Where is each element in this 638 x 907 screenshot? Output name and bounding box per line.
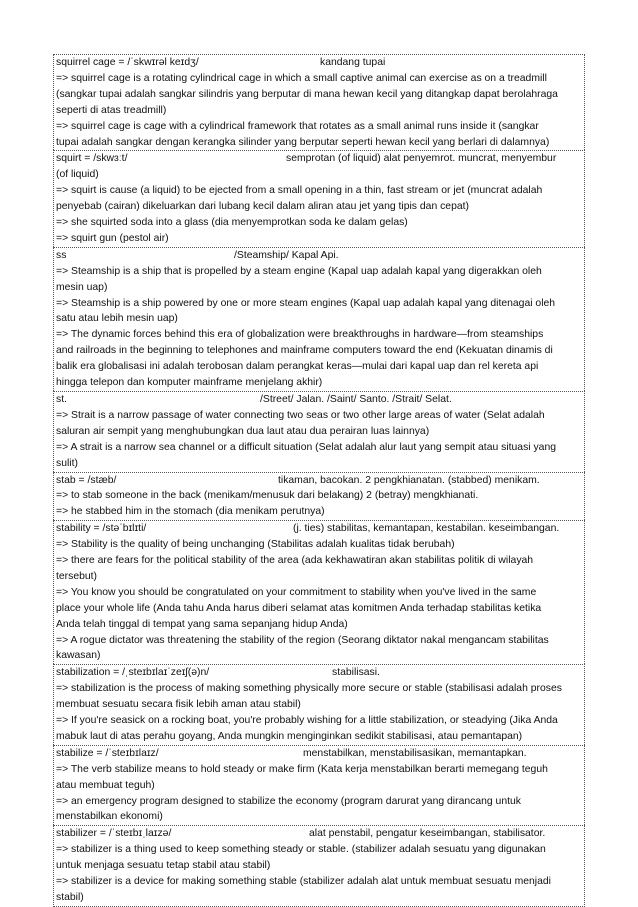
dictionary-entry: [53, 54, 585, 150]
entry-text-line: (sangkar tupai adalah sangkar silindris yang berputar di mana hewan kecil yang ditangkap dapat berolahraga: [56, 88, 558, 100]
dictionary-entry: [53, 520, 585, 664]
entry-definition: alat penstabil, pengatur keseimbangan, stabilisator.: [309, 828, 546, 840]
entry-text-line: => squirrel cage is cage with a cylindrical framework that rotates as a small animal runs inside it (sangkar: [56, 120, 539, 132]
entry-text-line: mesin uap): [56, 281, 108, 293]
entry-term: squirt = /skwɜːt/: [56, 153, 128, 165]
entry-text-line: Anda telah tinggal di tempat yang sama sepanjang hidup Anda): [56, 618, 348, 630]
entry-term: stabilizer = /ˈsteɪbɪˌlaɪzə/: [56, 828, 172, 840]
entry-text-line: stabil): [56, 891, 84, 903]
entry-definition: tikaman, bacokan. 2 pengkhianatan. (stabbed) menikam.: [278, 474, 540, 486]
dictionary-entry: [53, 664, 585, 745]
entry-headline: [56, 55, 582, 71]
entry-headline: [56, 826, 582, 842]
dictionary-entry: [53, 391, 585, 472]
entry-text-line: seperti di atas treadmill): [56, 104, 167, 116]
entry-text-line: => Stability is the quality of being unchanging (Stabilitas adalah kualitas tidak berubah): [56, 539, 455, 551]
entry-definition: semprotan (of liquid) alat penyemrot. muncrat, menyembur: [286, 153, 557, 165]
entry-text-line: saluran air sempit yang menghubungkan dua laut atau dua perairan luas lainnya): [56, 425, 430, 437]
entry-text-line: => A strait is a narrow sea channel or a difficult situation (Selat adalah alur laut yang sempit atau situasi yang: [56, 441, 557, 453]
entry-definition: menstabilkan, menstabilisasikan, memantapkan.: [303, 747, 527, 759]
entry-text-line: => squirt gun (pestol air): [56, 232, 169, 244]
entry-term: ss: [56, 249, 67, 261]
entry-text-line: untuk menjaga sesuatu tetap stabil atau stabil): [56, 860, 271, 872]
entry-definition: /Street/ Jalan. /Saint/ Santo. /Strait/ Selat.: [260, 393, 452, 405]
entry-text-line: tupai adalah sangkar dengan kerangka silinder yang berputar seperti hewan kecil yang berlari di dalamnya): [56, 136, 550, 148]
entry-term: squirrel cage = /ˈskwɪrəl keɪdʒ/: [56, 57, 199, 68]
entry-text-line: kawasan): [56, 650, 101, 662]
entry-definition: kandang tupai: [320, 57, 386, 68]
entry-text-line: place your whole life (Anda tahu Anda harus diberi selamat atas komitmen Anda terhadap stabilitas ketika: [56, 602, 542, 614]
entry-definition: (j. ties) stabilitas, kemantapan, kestabilan. keseimbangan.: [293, 523, 560, 535]
entry-term: stab = /stæb/: [56, 474, 117, 486]
entry-headline: [56, 521, 582, 537]
entry-text-line: penyebab (cairan) dikeluarkan dari lubang kecil dalam aliran atau jet yang tipis dan cepat): [56, 201, 469, 213]
entry-text-line: => there are fears for the political stability of the area (ada kekhawatiran akan stabilitas politik di wilayah: [56, 555, 534, 566]
entry-text-line: menstabilkan ekonomi): [56, 811, 163, 823]
entry-text-line: => to stab someone in the back (menikam/menusuk dari belakang) 2 (betray) mengkhianati.: [56, 490, 479, 502]
entry-text-line: mabuk laut di atas perahu goyang, Anda mungkin menginginkan sedikit stabilisasi, atau pemantapan): [56, 730, 523, 742]
entry-text-line: => squirrel cage is a rotating cylindrical cage in which a small captive animal can exercise as on a treadmill: [56, 72, 547, 84]
entry-text-line: => stabilizer is a device for making something stable (stabilizer adalah alat untuk membuat sesuatu menjadi: [56, 876, 551, 888]
entry-text-line: => she squirted soda into a glass (dia menyemprotkan soda ke dalam gelas): [56, 217, 408, 229]
entry-text-line: (of liquid): [56, 169, 99, 181]
entry-term: stabilize = /ˈsteɪbɪlaɪz/: [56, 747, 159, 759]
entry-text-line: => an emergency program designed to stabilize the economy (program darurat yang dirancang untuk: [56, 795, 521, 807]
entry-headline: [56, 665, 582, 681]
entry-text-line: hingga telepon dan komputer mainframe menjelang akhir): [56, 377, 323, 389]
entry-text-line: balik era globalisasi ini adalah terobosan dalam perangkat keras—mulai dari kapal uap dan rel kereta api: [56, 361, 539, 373]
dictionary-document: [53, 54, 585, 907]
entry-text-line: => Strait is a narrow passage of water connecting two seas or two other large areas of water (Selat adalah: [56, 409, 545, 421]
dictionary-entry: [53, 745, 585, 826]
entry-text-line: => The verb stabilize means to hold steady or make firm (Kata kerja menstabilkan berarti memegang teguh: [56, 763, 548, 775]
entry-text-line: => he stabbed him in the stomach (dia menikam perutnya): [56, 506, 325, 518]
entry-headline: [56, 473, 582, 489]
entry-text-line: sulit): [56, 457, 78, 469]
entry-text-line: => stabilization is the process of making something physically more secure or stable (stabilisasi adalah proses: [56, 683, 562, 695]
entry-definition: /Steamship/ Kapal Api.: [234, 249, 339, 261]
entry-term: stabilization = /ˌsteɪbɪlaɪˈzeɪʃ(ə)n/: [56, 667, 210, 679]
entry-text-line: tersebut): [56, 570, 98, 582]
entry-text-line: satu atau lebih mesin uap): [56, 313, 178, 325]
entry-headline: [56, 746, 582, 762]
entry-text-line: membuat sesuatu secara fisik lebih aman atau stabil): [56, 699, 301, 711]
entry-text-line: => Steamship is a ship that is propelled by a steam engine (Kapal uap adalah kapal yang digerakkan oleh: [56, 265, 542, 277]
entry-text-line: atau membuat teguh): [56, 779, 155, 791]
entry-text-line: => The dynamic forces behind this era of globalization were breakthroughs in hardware—from steamships: [56, 329, 544, 341]
entry-text-line: => You know you should be congratulated on your commitment to stability when you've lived in the same: [56, 586, 537, 598]
entry-term: st.: [56, 393, 67, 405]
entry-text-line: => stabilizer is a thing used to keep something steady or stable. (stabilizer adalah sesuatu yang digunakan: [56, 844, 546, 856]
entry-text-line: => squirt is cause (a liquid) to be ejected from a small opening in a thin, fast stream or jet (muncrat adalah: [56, 185, 543, 197]
entry-text-line: => If you're seasick on a rocking boat, you're probably wishing for a little stabilization, or steadying (Jika Anda: [56, 715, 558, 727]
dictionary-entry: [53, 150, 585, 246]
entry-text-line: => Steamship is a ship powered by one or more steam engines (Kapal uap adalah kapal yang ditenagai oleh: [56, 297, 556, 309]
entry-text-line: => A rogue dictator was threatening the stability of the region (Seorang diktator nakal mengancam stabilitas: [56, 634, 549, 646]
entry-headline: [56, 151, 582, 167]
entry-term: stability = /stəˈbɪlɪti/: [56, 523, 147, 535]
entry-headline: [56, 248, 582, 264]
entry-text-line: and railroads in the beginning to telephones and mainframe computers toward the end (Kekuatan dinamis di: [56, 345, 553, 357]
dictionary-entry: [53, 247, 585, 391]
entry-headline: [56, 392, 582, 408]
dictionary-entry: [53, 825, 585, 907]
dictionary-entry: [53, 472, 585, 521]
entry-definition: stabilisasi.: [332, 667, 380, 679]
